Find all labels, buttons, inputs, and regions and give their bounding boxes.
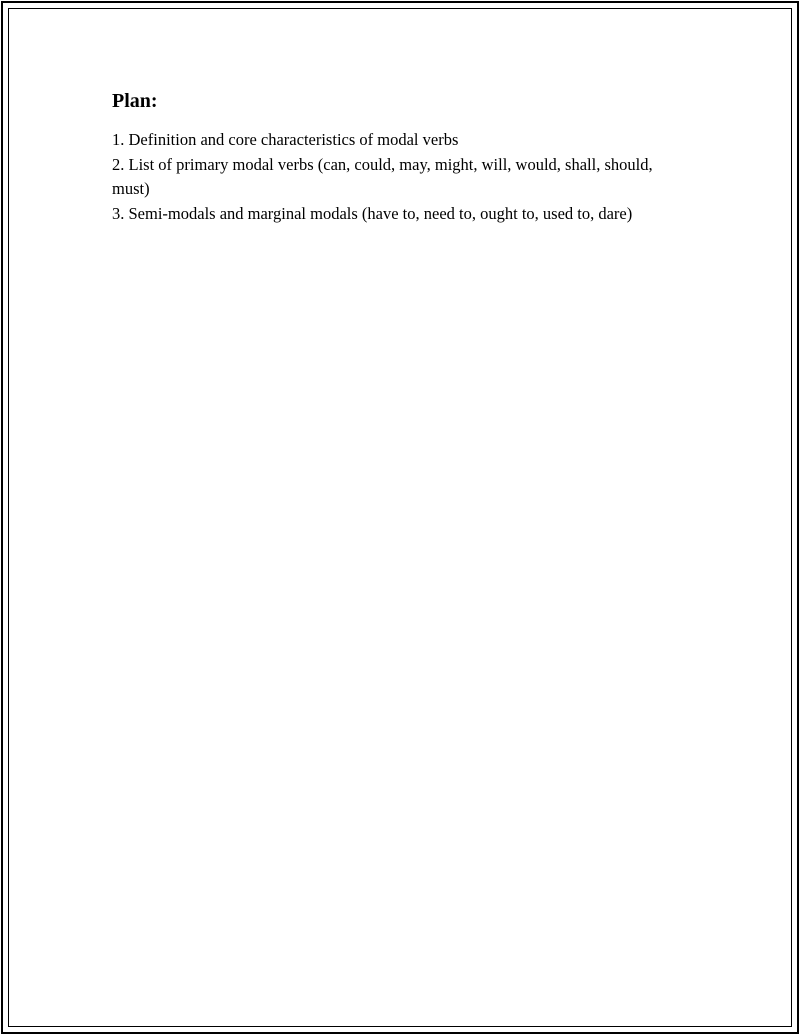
plan-item-2: 2. List of primary modal verbs (can, could, may, might, will, would, shall, should, must): [112, 154, 653, 198]
plan-list: [112, 128, 672, 226]
plan-item-3: 3. Semi-modals and marginal modals (have to, need to, ought to, used to, dare): [112, 203, 633, 223]
plan-item-1: 1. Definition and core characteristics of modal verbs: [112, 130, 459, 149]
document-body: [112, 88, 672, 226]
plan-heading: Plan:: [112, 90, 158, 112]
